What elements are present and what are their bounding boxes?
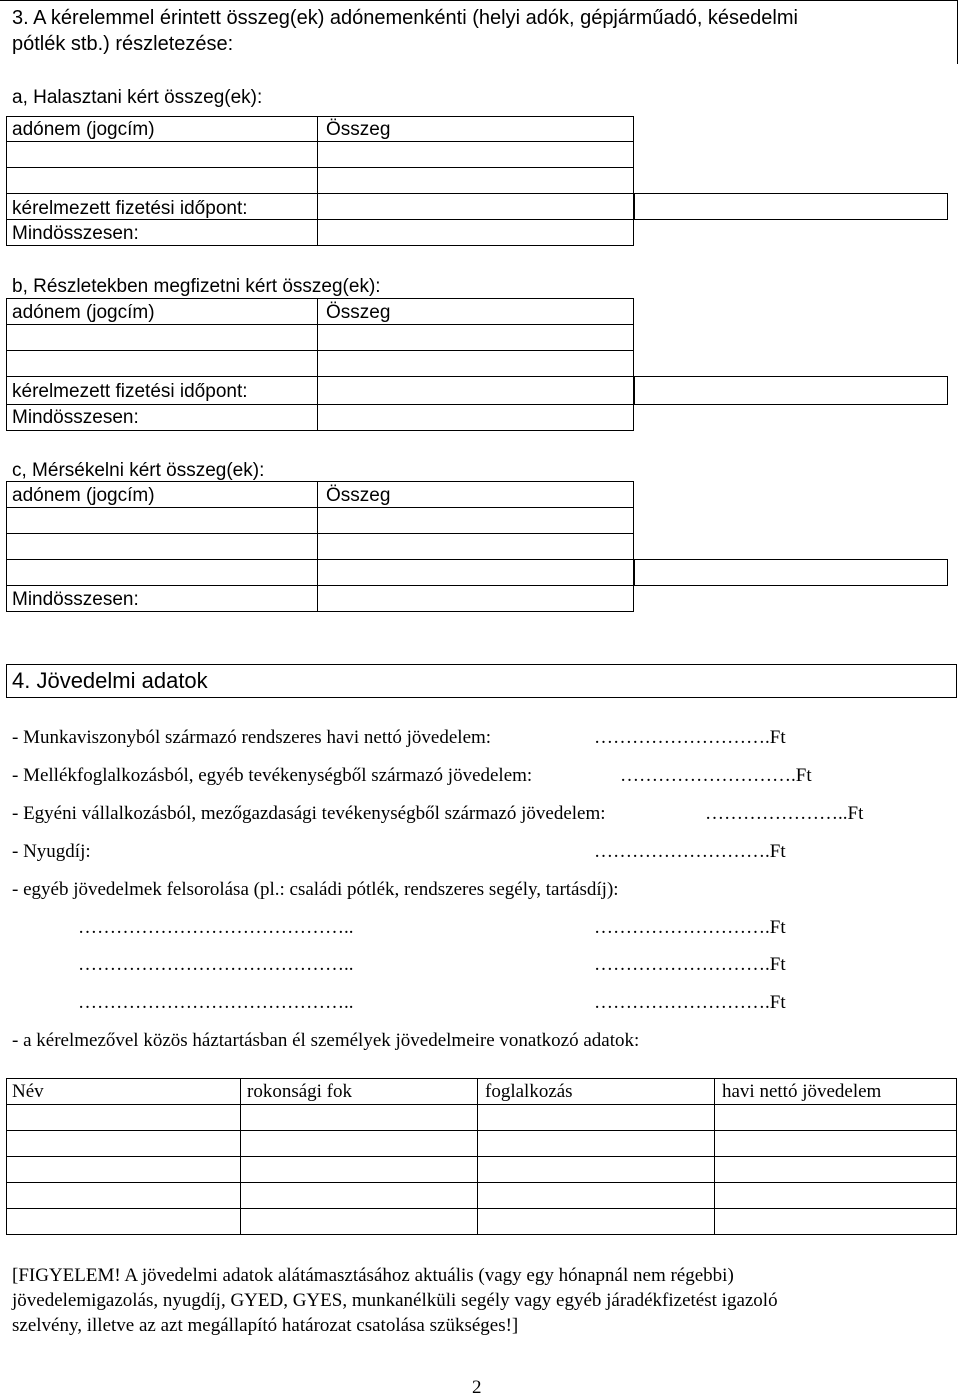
household-row-line bbox=[6, 1130, 957, 1131]
section-c-col2: Összeg bbox=[326, 485, 391, 506]
section-b-date-field[interactable] bbox=[634, 376, 948, 405]
section-c-divider bbox=[317, 481, 318, 612]
section-c-extra-field[interactable] bbox=[634, 559, 948, 586]
household-row-line bbox=[6, 1156, 957, 1157]
section-b-col1: adónem (jogcím) bbox=[12, 302, 155, 323]
page-number: 2 bbox=[472, 1377, 482, 1398]
household-col-occupation: foglalkozás bbox=[485, 1081, 573, 1102]
income-line-dots[interactable]: ……………………….Ft bbox=[594, 727, 786, 748]
other-income-right[interactable]: ……………………….Ft bbox=[594, 917, 786, 938]
income-line-label: - Mellékfoglalkozásból, egyéb tevékenységből származó jövedelem: bbox=[12, 765, 533, 786]
section-a-row-line bbox=[6, 141, 634, 142]
household-row-line bbox=[6, 1104, 957, 1105]
section-c-total-label: Mindösszesen: bbox=[12, 589, 139, 610]
household-col-name: Név bbox=[12, 1081, 44, 1102]
section-a-label: a, Halasztani kért összeg(ek): bbox=[12, 87, 263, 108]
section-a-row-line bbox=[6, 167, 634, 168]
notice-line: jövedelemigazolás, nyugdíj, GYED, GYES, munkanélküli segély vagy egyéb járadékfizetést igazoló bbox=[12, 1290, 778, 1311]
other-income-label: - egyéb jövedelmek felsorolása (pl.: családi pótlék, rendszeres segély, tartásdíj): bbox=[12, 879, 619, 900]
frame-top bbox=[0, 0, 958, 1]
other-income-left[interactable]: …………………………………….. bbox=[78, 917, 354, 938]
section-b-total-label: Mindösszesen: bbox=[12, 407, 139, 428]
income-line-label: - Munkaviszonyból származó rendszeres havi nettó jövedelem: bbox=[12, 727, 492, 748]
section-b-date-label: kérelmezett fizetési időpont: bbox=[12, 381, 248, 402]
income-line-label: - Nyugdíj: bbox=[12, 841, 91, 862]
section-b-label: b, Részletekben megfizetni kért összeg(ek): bbox=[12, 276, 381, 297]
income-line-dots[interactable]: ……………………….Ft bbox=[620, 765, 812, 786]
household-row-line bbox=[6, 1182, 957, 1183]
income-line-dots[interactable]: …………………..Ft bbox=[705, 803, 864, 824]
other-income-left[interactable]: …………………………………….. bbox=[78, 992, 354, 1013]
section-a-col1: adónem (jogcím) bbox=[12, 119, 155, 140]
section-b-row-line bbox=[6, 376, 634, 377]
other-income-right[interactable]: ……………………….Ft bbox=[594, 954, 786, 975]
section-a-divider bbox=[317, 116, 318, 246]
section-a-row-line bbox=[6, 193, 634, 194]
household-col-income: havi nettó jövedelem bbox=[722, 1081, 882, 1102]
household-label: - a kérelmezővel közös háztartásban él személyek jövedelmeire vonatkozó adatok: bbox=[12, 1030, 640, 1051]
household-col-relation: rokonsági fok bbox=[247, 1081, 353, 1102]
section-b-row-line bbox=[6, 404, 634, 405]
household-row-line bbox=[6, 1208, 957, 1209]
section-c-row-line bbox=[6, 559, 634, 560]
section-b-row-line bbox=[6, 324, 634, 325]
section-c-row-line bbox=[6, 585, 634, 586]
section4-heading: 4. Jövedelmi adatok bbox=[12, 668, 208, 693]
section-c-label: c, Mérsékelni kért összeg(ek): bbox=[12, 460, 265, 481]
notice-line: szelvény, illetve az azt megállapító határozat csatolása szükséges!] bbox=[12, 1315, 519, 1336]
section3-heading: 3. A kérelemmel érintett összeg(ek) adónemenkénti (helyi adók, gépjárműadó, késedelmi bbox=[12, 7, 798, 29]
section-a-date-field[interactable] bbox=[634, 193, 948, 220]
section-c-row-line bbox=[6, 507, 634, 508]
section-b-col2: Összeg bbox=[326, 302, 391, 323]
section3-heading-cont: pótlék stb.) részletezése: bbox=[12, 33, 234, 55]
income-line-dots[interactable]: ……………………….Ft bbox=[594, 841, 786, 862]
section-a-date-label: kérelmezett fizetési időpont: bbox=[12, 198, 248, 219]
section-a-total-label: Mindösszesen: bbox=[12, 223, 139, 244]
notice-line: [FIGYELEM! A jövedelmi adatok alátámasztásához aktuális (vagy egy hónapnál nem régebbi) bbox=[12, 1265, 734, 1286]
section-c-row-line bbox=[6, 533, 634, 534]
income-line-label: - Egyéni vállalkozásból, mezőgazdasági tevékenységből származó jövedelem: bbox=[12, 803, 606, 824]
section-a-col2: Összeg bbox=[326, 119, 391, 140]
section-b-row-line bbox=[6, 350, 634, 351]
section-b-divider bbox=[317, 298, 318, 431]
section-c-col1: adónem (jogcím) bbox=[12, 485, 155, 506]
other-income-right[interactable]: ……………………….Ft bbox=[594, 992, 786, 1013]
frame-right bbox=[957, 0, 958, 64]
other-income-left[interactable]: …………………………………….. bbox=[78, 954, 354, 975]
